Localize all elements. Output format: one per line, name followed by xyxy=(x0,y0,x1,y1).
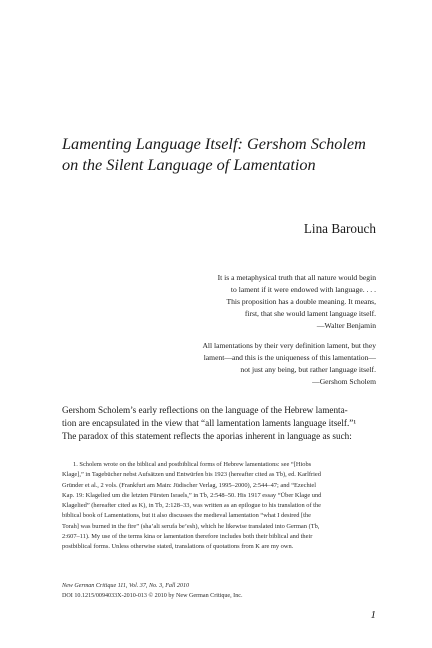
epigraph-line: It is a metaphysical truth that all nature would begin xyxy=(217,273,376,282)
page-number: 1 xyxy=(370,609,376,621)
title-line: Lamenting Language Itself: Gershom Scholem xyxy=(62,134,366,153)
epigraph-line: All lamentations by their very definition lament, but they xyxy=(202,341,376,350)
body-paragraph xyxy=(62,404,378,443)
footnote-line: Torah] was burned in the fire” (sha’ali serufa be’esh), which he likewise translated into German (Tb, xyxy=(62,522,320,530)
epigraph-attribution: —Gershom Scholem xyxy=(312,377,376,386)
epigraph-line: first, that she would lament language itself. xyxy=(244,309,376,318)
epigraph-benjamin xyxy=(146,272,376,332)
footnote-line: biblical book of Lamentations, but it also discusses the medieval lamentation “what I desired [the xyxy=(62,512,311,520)
footnote-line: Klage],” in Tagebücher nebst Aufsätzen und Entwürfen bis 1923 (hereafter cited as Tb), ed. Karlfried xyxy=(62,471,321,479)
title-line: on the Silent Language of Lamentation xyxy=(62,155,316,174)
author-name: Lina Barouch xyxy=(303,221,376,236)
footnote-line: Klagelied” (hereafter cited as K), in Tb, 2:128–33, was written as an epilogue to his translation of the xyxy=(62,502,321,510)
body-line: Gershom Scholem’s early reflections on the language of the Hebrew lamenta- xyxy=(62,405,348,415)
epigraph-line: This proposition has a double meaning. It means, xyxy=(226,297,376,306)
epigraph-scholem xyxy=(146,340,376,388)
article-title xyxy=(62,133,392,175)
footnote-line: postbiblical forms. Unless otherwise stated, translations of quotations from K are my own. xyxy=(62,543,294,551)
footnote-line: Kap. 19: Klagelied um die letzten Fürsten Israels,” in Tb, 2:548–50. His 1917 essay “Über Klage und xyxy=(62,491,322,499)
publication-info xyxy=(62,582,378,601)
doi-copyright: DOI 10.1215/0094033X-2010-013 © 2010 by New German Critique, Inc. xyxy=(62,592,243,599)
epigraph-line: to lament if it were endowed with language. . . . xyxy=(230,285,376,294)
epigraph-line: lament—and this is the uniqueness of this lamentation— xyxy=(203,353,376,362)
epigraph-attribution: —Walter Benjamin xyxy=(316,321,376,330)
journal-citation: New German Critique 111, Vol. 37, No. 3, Fall 2010 xyxy=(62,583,190,589)
epigraph-line: not just any being, but rather language itself. xyxy=(240,365,376,374)
body-line: The paradox of this statement reflects the aporias inherent in language as such: xyxy=(62,431,352,441)
footnote-line: 1. Scholem wrote on the biblical and postbiblical forms of Hebrew lamentations: see “[Hiobs xyxy=(73,461,312,468)
footnote-line: 2:607–11). My use of the terms kina or lamentation therefore includes both their biblical and their xyxy=(62,533,313,541)
footnote-1 xyxy=(62,460,378,553)
footnote-line: Gründer et al., 2 vols. (Frankfurt am Main: Jüdischer Verlag, 1995–2000), 2:544–47; and “Ezechiel xyxy=(62,481,317,489)
body-line: tion are encapsulated in the view that “all lamentation laments language itself.”¹ xyxy=(62,418,357,428)
